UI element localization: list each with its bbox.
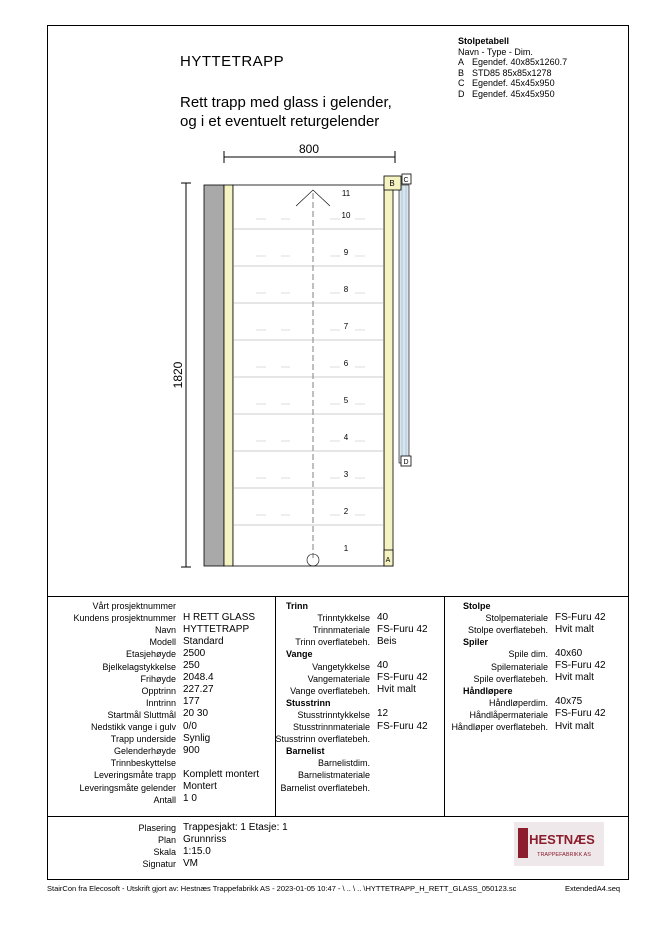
subtitle-line-1: Rett trapp med glass i gelender,: [180, 94, 392, 111]
field-label: Stusstrinn overflatebeh.: [275, 734, 370, 745]
field-value: 227.27: [183, 684, 214, 696]
section-heading: Barnelist: [286, 746, 325, 757]
post-d-label: D: [403, 459, 409, 466]
field-value: 2500: [183, 647, 206, 659]
field-value: 2048.4: [183, 672, 214, 684]
field-label: Vårt prosjektnummer: [92, 601, 176, 611]
logo-graphic: [514, 822, 604, 866]
field-label: Stusstrinnmateriale: [292, 722, 370, 732]
field-label: Signatur: [142, 859, 176, 870]
post-spec: Egendef. 40x85x1260.7: [472, 57, 568, 67]
step-number: 6: [343, 359, 349, 368]
field-label: Etasjehøyde: [125, 649, 176, 660]
field-value: Trappesjakt: 1 Etasje: 1: [183, 821, 288, 833]
field-label: Trinn overflatebeh.: [295, 637, 370, 648]
post-c-label: C: [403, 177, 409, 184]
field-label: Kundens prosjektnummer: [73, 613, 176, 624]
step-number: 4: [343, 433, 349, 442]
field-label: Plasering: [138, 823, 176, 833]
field-value: FS-Furu 42: [555, 611, 606, 623]
field-value: Beis: [377, 635, 397, 647]
section-heading: Vange: [286, 649, 313, 660]
field-value: Hvit malt: [377, 684, 416, 696]
field-value: FS-Furu 42: [555, 708, 606, 720]
field-value: FS-Furu 42: [377, 720, 428, 732]
post-spec: Egendef. 45x45x950: [472, 78, 555, 88]
step-number: 11: [341, 189, 351, 198]
field-value: 12: [377, 708, 389, 720]
step-number: 10: [341, 211, 351, 220]
step-number: 8: [343, 285, 349, 294]
field-label: Vangetykkelse: [312, 661, 370, 672]
field-value: Hvit malt: [555, 623, 594, 635]
field-label: Opptrinn: [141, 685, 176, 696]
field-value: Synlig: [183, 732, 211, 744]
glass-railing: [399, 185, 409, 463]
post-b-label: B: [389, 179, 395, 188]
wall: [204, 185, 224, 566]
field-value: FS-Furu 42: [377, 672, 428, 684]
field-value: 250: [183, 660, 200, 671]
field-label: Leveringsmåte trapp: [93, 770, 176, 781]
step-number: 5: [343, 396, 349, 405]
company-logo: [514, 822, 604, 866]
field-label: Navn: [154, 625, 176, 636]
field-value: FS-Furu 42: [555, 660, 606, 671]
field-label: Bjelkelagstykkelse: [102, 661, 176, 672]
post-table-columns: Navn - Type - Dim.: [458, 46, 533, 57]
field-label: Trapp underside: [110, 734, 176, 745]
field-value: Hvit malt: [555, 672, 594, 684]
field-label: Plan: [157, 835, 176, 846]
field-value: 900: [183, 744, 200, 756]
footer-template: ExtendedA4.seq: [565, 884, 621, 893]
height-dim-text: 1820: [171, 361, 185, 389]
field-value: 40x60: [555, 647, 583, 659]
field-value: Hvit malt: [555, 720, 594, 732]
steps-area: [233, 185, 384, 566]
footer-source: StairCon fra Elecosoft - Utskrift gjort av: Hestnæs Trappefabrikk AS - 2023-01-05 10:47 - \ .. \ .. \HYTTETRAPP_H_RETT_GLASS_050123.sc: [47, 884, 517, 893]
field-label: Håndløper overflatebeh.: [451, 722, 548, 732]
field-label: Spile overflatebeh.: [473, 673, 548, 684]
field-label: Trinnbeskyttelse: [110, 758, 176, 769]
field-value: HYTTETRAPP: [183, 623, 250, 635]
field-label: Barnelistdim.: [317, 758, 370, 769]
field-value: VM: [183, 857, 198, 869]
field-label: Trinnmateriale: [312, 625, 370, 636]
field-value: 177: [183, 696, 200, 708]
step-number: 3: [343, 470, 349, 479]
post-table-heading: Stolpetabell: [458, 36, 510, 46]
post-a-label: A: [385, 557, 391, 564]
section-heading: Trinn: [286, 601, 308, 611]
field-value: 40x75: [555, 696, 583, 708]
field-label: Spilemateriale: [490, 661, 548, 672]
field-label: Håndlåpermateriale: [469, 709, 548, 720]
field-label: Vange overflatebeh.: [290, 685, 370, 696]
logo-name: HESTNÆS: [529, 832, 595, 847]
left-stringer: [224, 185, 233, 566]
field-value: FS-Furu 42: [377, 623, 428, 635]
field-label: Gelenderhøyde: [113, 746, 176, 757]
field-value: Montert: [183, 781, 217, 792]
field-label: Startmål Sluttmål: [107, 709, 176, 720]
field-value: H RETT GLASS: [183, 611, 256, 623]
post-key: A: [458, 57, 465, 67]
post-key: B: [458, 67, 465, 78]
field-label: Trinntykkelse: [317, 613, 370, 624]
field-label: Inntrinn: [145, 697, 176, 708]
field-label: Stolpe overflatebeh.: [467, 625, 548, 636]
field-value: 1 0: [183, 793, 197, 805]
field-label: Skala: [153, 847, 176, 858]
post-spec: Egendef. 45x45x950: [472, 88, 555, 99]
step-number: 2: [343, 507, 349, 516]
field-label: Antall: [153, 794, 176, 805]
field-value: 40: [377, 660, 389, 671]
section-heading: Spiler: [463, 637, 489, 648]
field-value: 20 30: [183, 708, 209, 720]
post-key: D: [458, 88, 465, 99]
field-label: Barnelistmateriale: [297, 770, 370, 781]
subtitle-line-2: og i et eventuelt returgelender: [180, 113, 380, 130]
right-stringer: [384, 185, 393, 566]
step-number: 1: [343, 544, 349, 553]
field-value: 40: [377, 611, 389, 623]
field-label: Barnelist overflatebeh.: [280, 782, 370, 793]
section-heading: Stolpe: [463, 601, 491, 611]
field-value: 0/0: [183, 720, 197, 732]
section-heading: Håndløpere: [463, 685, 513, 696]
separator: [47, 596, 629, 597]
field-value: Standard: [183, 635, 224, 647]
field-label: Stolpemateriale: [485, 613, 548, 624]
field-label: Leveringsmåte gelender: [79, 782, 176, 793]
drawing-title: HYTTETRAPP: [180, 53, 285, 70]
field-value: Komplett montert: [183, 768, 260, 780]
field-label: Nedstikk vange i gulv: [90, 722, 176, 732]
field-value: Grunnriss: [183, 833, 227, 845]
logo-tagline: TRAPPEFABRIKK AS: [537, 852, 591, 858]
field-label: Stusstrinntykkelse: [297, 709, 370, 720]
step-number: 9: [343, 248, 349, 257]
field-value: 1:15.0: [183, 845, 211, 857]
step-number: 7: [343, 322, 349, 331]
section-heading: Stusstrinn: [286, 697, 331, 708]
field-label: Spile dim.: [508, 649, 548, 660]
separator: [47, 816, 629, 817]
post-key: C: [458, 78, 465, 88]
field-label: Frihøyde: [140, 673, 176, 684]
field-label: Vangemateriale: [307, 673, 370, 684]
logo-mark: [518, 828, 528, 858]
width-dim-text: 800: [298, 142, 320, 156]
post-spec: STD85 85x85x1278: [472, 67, 552, 78]
field-label: Håndløperdim.: [488, 697, 548, 708]
field-label: Modell: [149, 637, 176, 648]
